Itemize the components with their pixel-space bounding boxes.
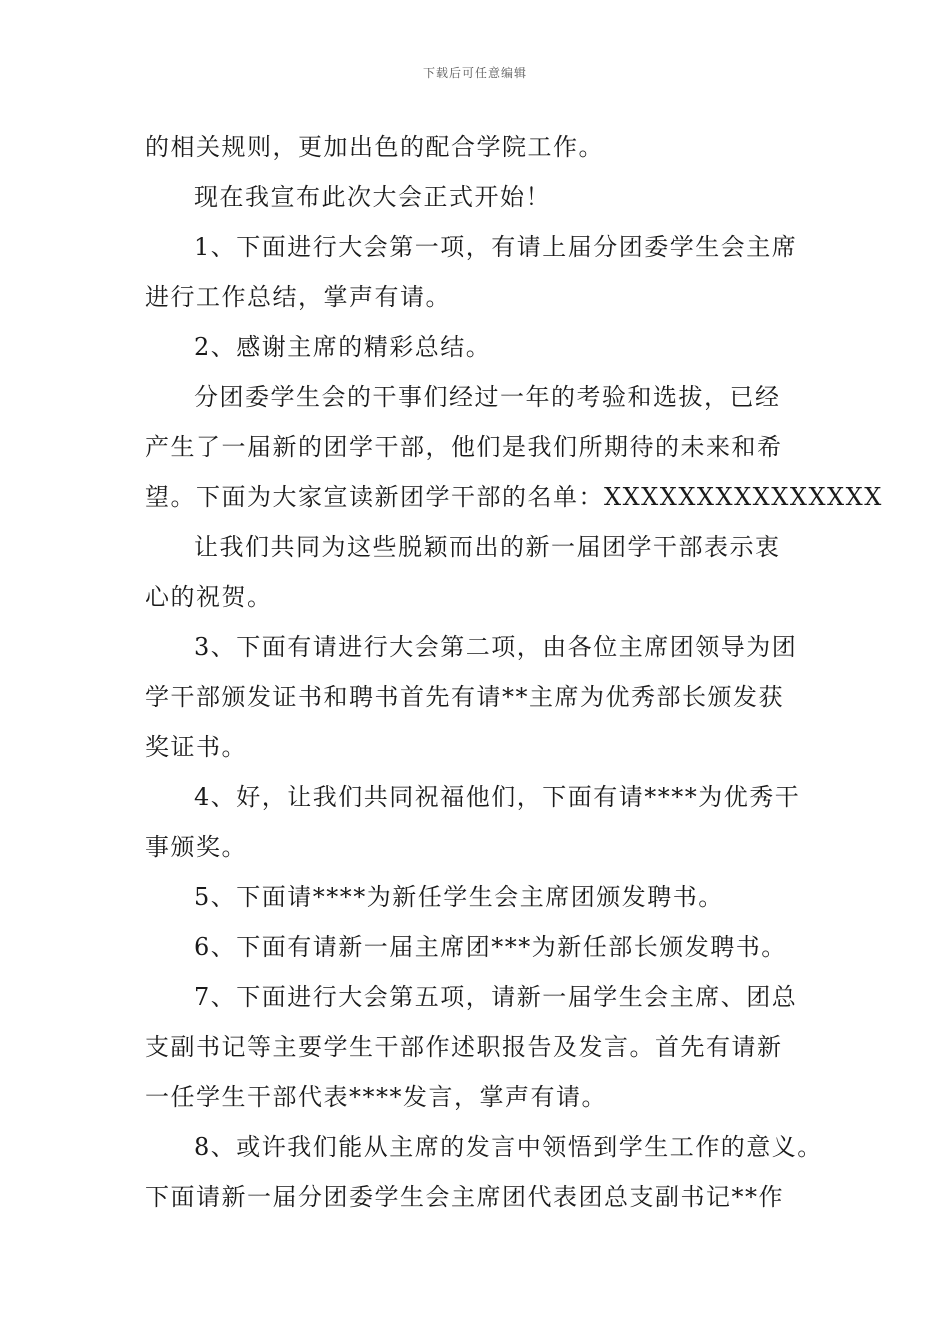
text-line: 一任学生干部代表****发言，掌声有请。	[145, 1083, 607, 1111]
text-line: 进行工作总结，掌声有请。	[145, 283, 451, 311]
text-line: 下面请新一届分团委学生会主席团代表团总支副书记**作	[145, 1183, 784, 1211]
text-line: 5、下面请****为新任学生会主席团颁发聘书。	[194, 883, 724, 911]
text-line: 4、好，让我们共同祝福他们，下面有请****为优秀干	[194, 783, 801, 811]
text-line: 望。下面为大家宣读新团学干部的名单：XXXXXXXXXXXXXXX	[145, 483, 883, 511]
text-line: 产生了一届新的团学干部，他们是我们所期待的未来和希	[145, 433, 783, 461]
text-line: 的相关规则，更加出色的配合学院工作。	[145, 133, 604, 161]
text-line: 1、下面进行大会第一项，有请上届分团委学生会主席	[194, 233, 798, 261]
text-line: 学干部颁发证书和聘书首先有请**主席为优秀部长颁发获	[145, 683, 784, 711]
text-line: 6、下面有请新一届主席团***为新任部长颁发聘书。	[194, 933, 787, 961]
text-line: 心的祝贺。	[145, 583, 273, 611]
text-line: 分团委学生会的干事们经过一年的考验和选拔，已经	[194, 383, 781, 411]
text-line: 事颁奖。	[145, 833, 247, 861]
text-line: 3、下面有请进行大会第二项，由各位主席团领导为团	[194, 633, 798, 661]
text-line: 现在我宣布此次大会正式开始！	[194, 183, 551, 211]
text-line: 8、或许我们能从主席的发言中领悟到学生工作的意义。	[194, 1133, 823, 1161]
text-line: 让我们共同为这些脱颖而出的新一届团学干部表示衷	[194, 533, 781, 561]
text-line: 7、下面进行大会第五项，请新一届学生会主席、团总	[194, 983, 798, 1011]
text-line: 奖证书。	[145, 733, 247, 761]
page-header: 下载后可任意编辑	[422, 66, 527, 80]
text-line: 2、感谢主席的精彩总结。	[194, 333, 492, 361]
document-body	[145, 122, 883, 1222]
text-line: 支副书记等主要学生干部作述职报告及发言。首先有请新	[145, 1033, 783, 1061]
